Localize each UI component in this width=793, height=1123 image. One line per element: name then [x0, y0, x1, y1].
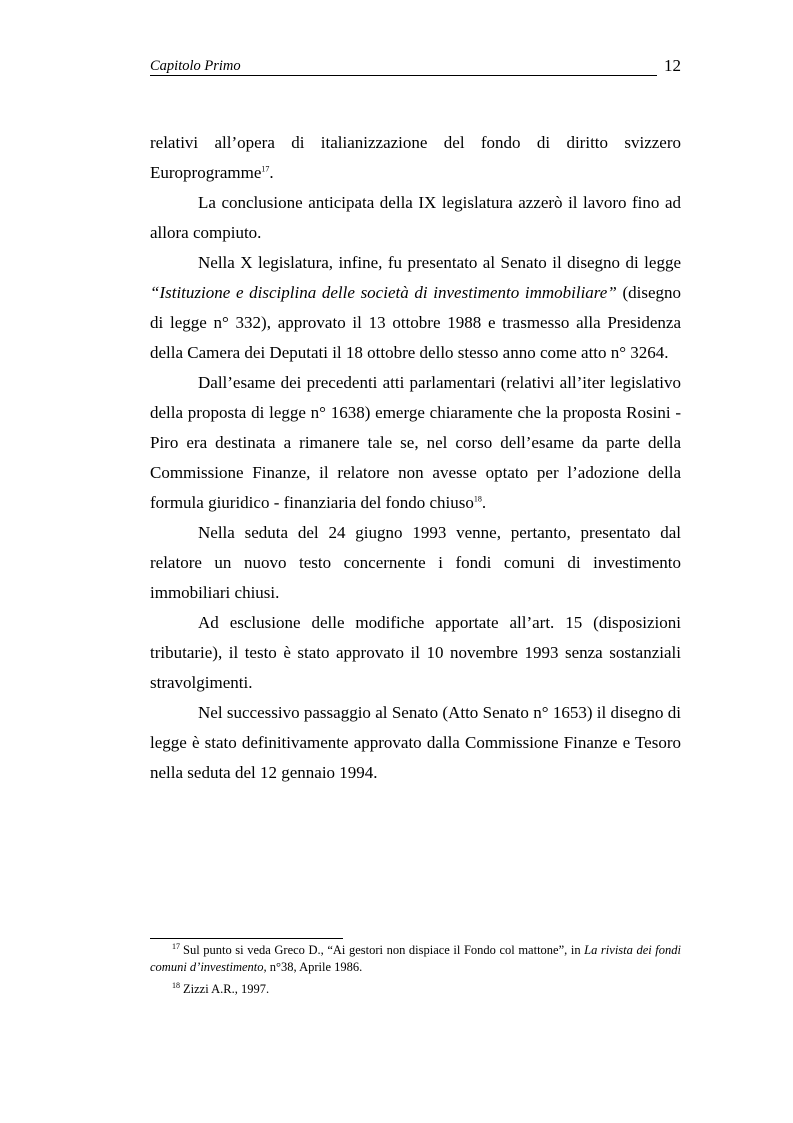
header-rule — [150, 75, 657, 76]
footnote-rule — [150, 938, 343, 939]
paragraph-6: Ad esclusione delle modifiche apportate all’art. 15 (disposizioni tributarie), il testo è stato approvato il 10 novembre 1993 senza sostanziali stravolgimenti. — [150, 613, 681, 692]
footnote-17: $^{17}$ Sul punto si veda Greco D., “Ai gestori non dispiace il Fondo col mattone”, in La rivista dei fondi comuni d’investimento, n°38, Aprile 1986. — [150, 941, 681, 974]
footnote-number-17: 17 — [172, 941, 180, 951]
journal-title: La rivista dei fondi comuni d’investimento, — [150, 943, 681, 974]
paragraph-3: Nella X legislatura, infine, fu presentato al Senato il disegno di legge “Istituzione e disciplina delle società di investimento immobiliare” (disegno di legge n° 332), approvato il 13 ottobre 1988 e trasmesso alla Presidenza della Camera dei Deputati il 18 ottobre dello stesso anno come atto n° 3264. — [150, 253, 682, 362]
page-number: 12 — [664, 56, 681, 75]
body-text — [150, 128, 681, 788]
footnote-18: $^{18}$ Zizzi A.R., 1997. — [172, 980, 270, 996]
law-title: “Istituzione e disciplina delle società di investimento immobiliare” — [150, 283, 617, 302]
page-header — [150, 58, 681, 78]
chapter-title: Capitolo Primo — [150, 58, 241, 74]
footnotes — [150, 942, 681, 1003]
paragraph-7: Nel successivo passaggio al Senato (Atto Senato n° 1653) il disegno di legge è stato definitivamente approvato dalla Commissione Finanze e Tesoro nella seduta del 12 gennaio 1994. — [150, 703, 681, 782]
paragraph-2: La conclusione anticipata della IX legislatura azzerò il lavoro fino ad allora compiuto. — [150, 193, 681, 242]
paragraph-5: Nella seduta del 24 giugno 1993 venne, pertanto, presentato dal relatore un nuovo testo concernente i fondi comuni di investimento immobiliari chiusi. — [150, 523, 681, 602]
footnote-number-18: 18 — [172, 980, 180, 990]
footnote-ref-17[interactable]: 17 — [261, 164, 270, 174]
paragraph-4: Dall’esame dei precedenti atti parlamentari (relativi all’iter legislativo della proposta di legge n° 1638) emerge chiaramente che la proposta Rosini - Piro era destinata a rimanere tale se, nel corso dell’esame da parte della Commissione Finanze, il relatore non avesse optato per l’adozione della formula giuridico - finanziaria del fondo chiuso$^{18}$. — [150, 373, 681, 512]
paragraph-1: relativi all’opera di italianizzazione del fondo di diritto svizzero Europrogramme$^{17}$. — [150, 133, 681, 182]
footnote-ref-18[interactable]: 18 — [473, 494, 482, 504]
